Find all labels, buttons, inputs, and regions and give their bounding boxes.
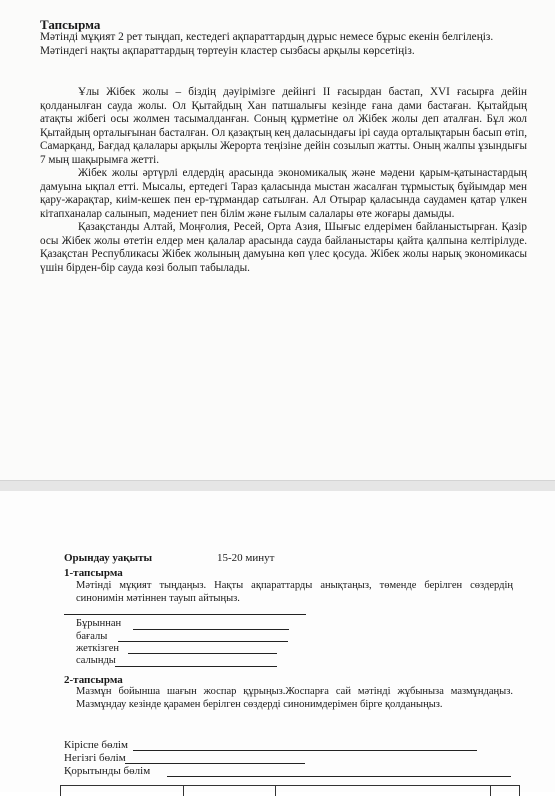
plan-main-label: Негізгі бөлім <box>64 752 126 764</box>
task-2-title: 2-тапсырма <box>64 674 123 686</box>
synonym-word-4: салынды <box>76 655 116 666</box>
synonym-word-3: жеткізген <box>76 643 119 654</box>
plan-intro-label: Кіріспе бөлім <box>64 739 128 751</box>
task-1-title: 1-тапсырма <box>64 567 123 579</box>
answer-line[interactable] <box>128 653 277 654</box>
synonym-word-2: бағалы <box>76 631 108 642</box>
time-label: Орындау уақыты <box>64 552 153 564</box>
answer-line[interactable] <box>133 629 289 630</box>
table-top-edge <box>60 785 520 796</box>
answer-line[interactable] <box>64 614 306 615</box>
answer-line[interactable] <box>115 666 277 667</box>
answer-line[interactable] <box>167 776 511 777</box>
paragraph-3: Қазақстанды Алтай, Моңғолия, Ресей, Орта Азия, Шығыс елдерімен байланыстырған. Қазір осы Жібек жолы өтетін елдер мен қалалар арасында сауда байланыстары қайта қалпына келтірілуде. Қазақстан Республикасы Жібек жолының дамуына көп үлес қосуда. Жібек жолы нарық экономикасы үшін бірден-бір сауда көзі болып табылады. <box>40 221 527 274</box>
answer-line[interactable] <box>118 641 288 642</box>
task-heading: Тапсырма <box>40 17 101 32</box>
time-value: 15-20 минут <box>217 552 275 564</box>
plan-conclusion-label: Қорытынды бөлім <box>64 765 151 777</box>
answer-line[interactable] <box>125 763 305 764</box>
synonym-word-1: Бұрыннан <box>76 618 122 629</box>
answer-line[interactable] <box>133 750 477 751</box>
paragraph-2: Жібек жолы әртүрлі елдердің арасында экономикалық және мәдени қарым-қатынастардың дамуына ықпал етті. Мысалы, ертедегі Тараз қаласында мыстан жасалған тұрмыстық бұйымдар мен қару-жарақтар, киім-кешек пен ер-тұрмандар сатылған. Ал Отырар қаласында саудамен қатар үлкен кітапханалар салынып, мәдениет пен білім және ғылым салалары өте жоғары дамыды. <box>40 167 527 220</box>
task-1-text: Мәтінді мұқият тыңдаңыз. Нақты ақпараттарды анықтаңыз, төменде берілген сөздердің синонимін мәтіннен тауып айтыңыз. <box>76 580 513 604</box>
paragraph-1: Ұлы Жібек жолы – біздің дәуірімізге дейінгі II ғасырдан бастап, XVI ғасырға дейін қолданылған сауда жолы. Ол Қытайдың Хан патшалығы кезінде ғана дами бастаған. Қытайдың атақты жібегі осы жолмен тасымалданған. Соның құрметіне ол Жібек жолы деп аталған. Бұл жол Қытайдың орталығынан басталған. Ол қазақтың кең даласындағы ірі сауда орталықтарын басып өтіп, Самарқанд, Бағдад қалалары арқылы Жерорта теңізіне дейін созылып жатты. Оның жалпы ұзындығы 7 мың шақырымға жетті. <box>40 86 527 166</box>
task-instructions: Мәтінді мұқият 2 рет тыңдап, кестедегі ақпараттардың дұрыс немесе бұрыс екенін белгілеңіз. Мәтіндегі нақты ақпараттардың төртеуін кластер сызбасы арқылы көрсетіңіз. <box>40 31 494 57</box>
reading-text <box>40 86 527 275</box>
task-2-text: Мазмұн бойынша шағын жоспар құрыңыз.Жоспарға сай мәтінді жұбыныза мазмұндаңыз. Мазмұндау кезінде қарамен берілген сөздерді синонимдерімен бірге қолданыңыз. <box>76 686 513 710</box>
